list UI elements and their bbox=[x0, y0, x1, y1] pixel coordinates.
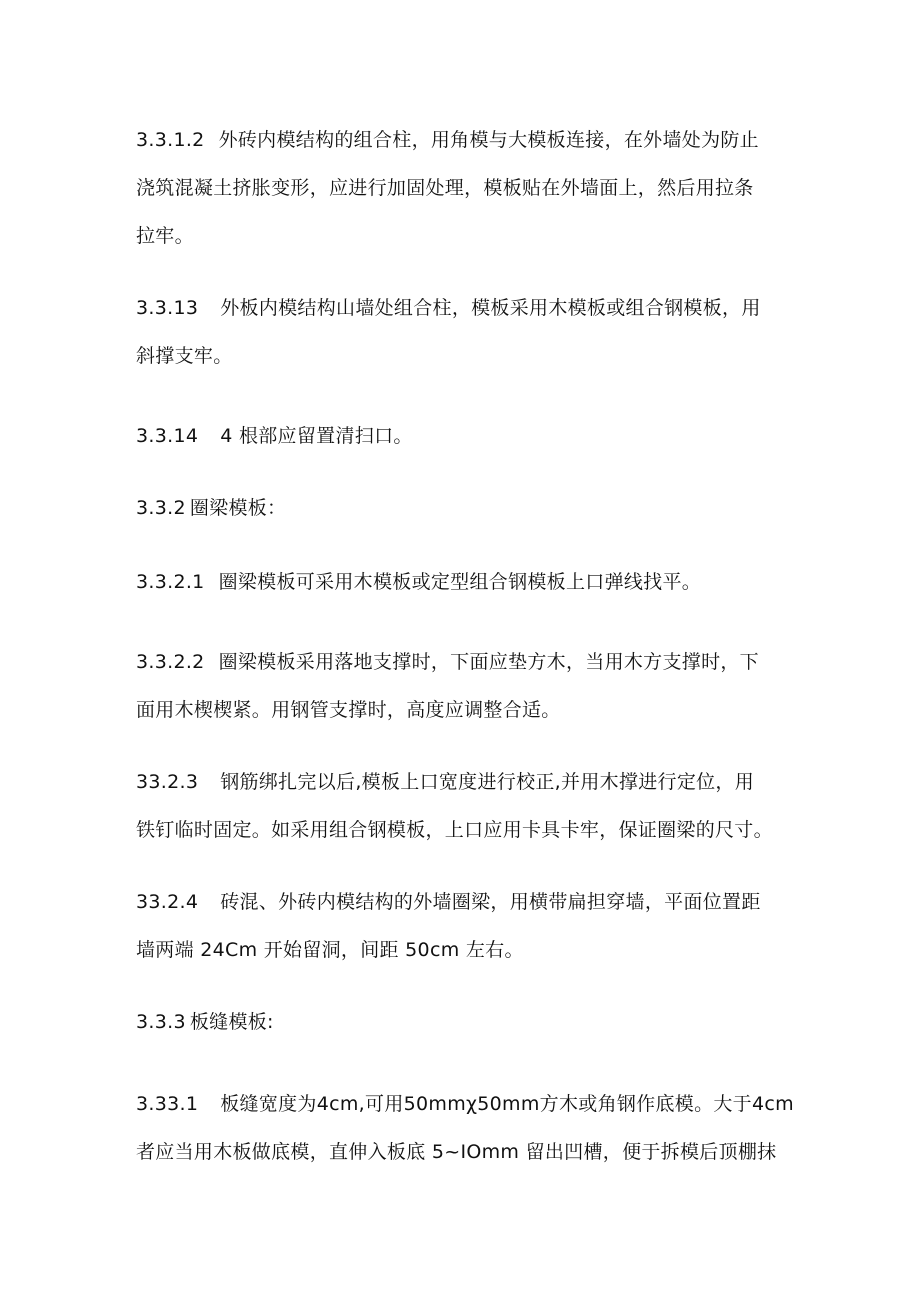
paragraph-number: 3.3.2.1 bbox=[136, 571, 205, 593]
section-heading-3-3-2 bbox=[136, 484, 796, 532]
paragraph-text: 外砖内模结构的组合柱，用角模与大模板连接，在外墙处为防止 bbox=[218, 129, 759, 151]
paragraph-text: 砖混、外砖内模结构的外墙圈梁，用横带扁担穿墙，平面位置距 bbox=[220, 891, 761, 913]
paragraph-3-3-14 bbox=[136, 412, 796, 460]
paragraph-number: 3.3.13 bbox=[136, 297, 199, 319]
paragraph-text: 墙两端 24Cm 开始留洞，间距 50cm 左右。 bbox=[136, 939, 524, 961]
paragraph-text: 圈梁模板可采用木模板或定型组合钢模板上口弹线找平。 bbox=[218, 571, 702, 593]
paragraph-number: 3.3.14 bbox=[136, 425, 199, 447]
paragraph-number: 33.2.3 bbox=[136, 771, 199, 793]
paragraph-text: 铁钉临时固定。如采用组合钢模板，上口应用卡具卡牢，保证圈梁的尺寸。 bbox=[136, 819, 773, 841]
paragraph-number: 3.33.1 bbox=[136, 1093, 199, 1115]
paragraph-33-2-3 bbox=[136, 758, 796, 854]
paragraph-text: 圈梁模板采用落地支撑时，下面应垫方木，当用木方支撑时，下 bbox=[218, 651, 759, 673]
paragraph-number: 3.3.2.2 bbox=[136, 651, 205, 673]
paragraph-33-2-4 bbox=[136, 878, 796, 974]
paragraph-text: 面用木楔楔紧。用钢管支撑时，高度应调整合适。 bbox=[136, 699, 561, 721]
section-heading-3-3-3 bbox=[136, 998, 796, 1046]
paragraph-text: 斜撑支牢。 bbox=[136, 345, 233, 367]
section-title: 圈梁模板： bbox=[189, 497, 287, 519]
paragraph-text: 拉牢。 bbox=[136, 225, 194, 247]
paragraph-text: 浇筑混凝土挤胀变形，应进行加固处理，模板贴在外墙面上，然后用拉条 bbox=[136, 177, 754, 199]
paragraph-number: 3.3.1.2 bbox=[136, 129, 205, 151]
paragraph-text: 板缝宽度为4cm,可用50mmχ50mm方木或角钢作底模。大于4cm bbox=[220, 1093, 794, 1115]
paragraph-number: 3.3.2 bbox=[136, 497, 186, 519]
paragraph-text: 者应当用木板做底模，直伸入板底 5~IOmm 留出凹槽，便于拆模后顶棚抹 bbox=[136, 1141, 777, 1163]
paragraph-3-33-1 bbox=[136, 1080, 796, 1176]
paragraph-number: 3.3.3 bbox=[136, 1011, 186, 1033]
paragraph-3-3-2-1 bbox=[136, 558, 796, 606]
paragraph-3-3-2-2 bbox=[136, 638, 796, 734]
paragraph-text: 外板内模结构山墙处组合柱，模板采用木模板或组合钢模板，用 bbox=[220, 297, 761, 319]
paragraph-number: 33.2.4 bbox=[136, 891, 199, 913]
paragraph-text: 钢筋绑扎完以后,模板上口宽度进行校正,并用木撑进行定位，用 bbox=[220, 771, 755, 793]
paragraph-text: 4 根部应留置清扫口。 bbox=[220, 425, 413, 447]
section-title: 板缝模板: bbox=[189, 1011, 274, 1033]
paragraph-3-3-13 bbox=[136, 284, 796, 380]
paragraph-3-3-1-2 bbox=[136, 116, 796, 260]
